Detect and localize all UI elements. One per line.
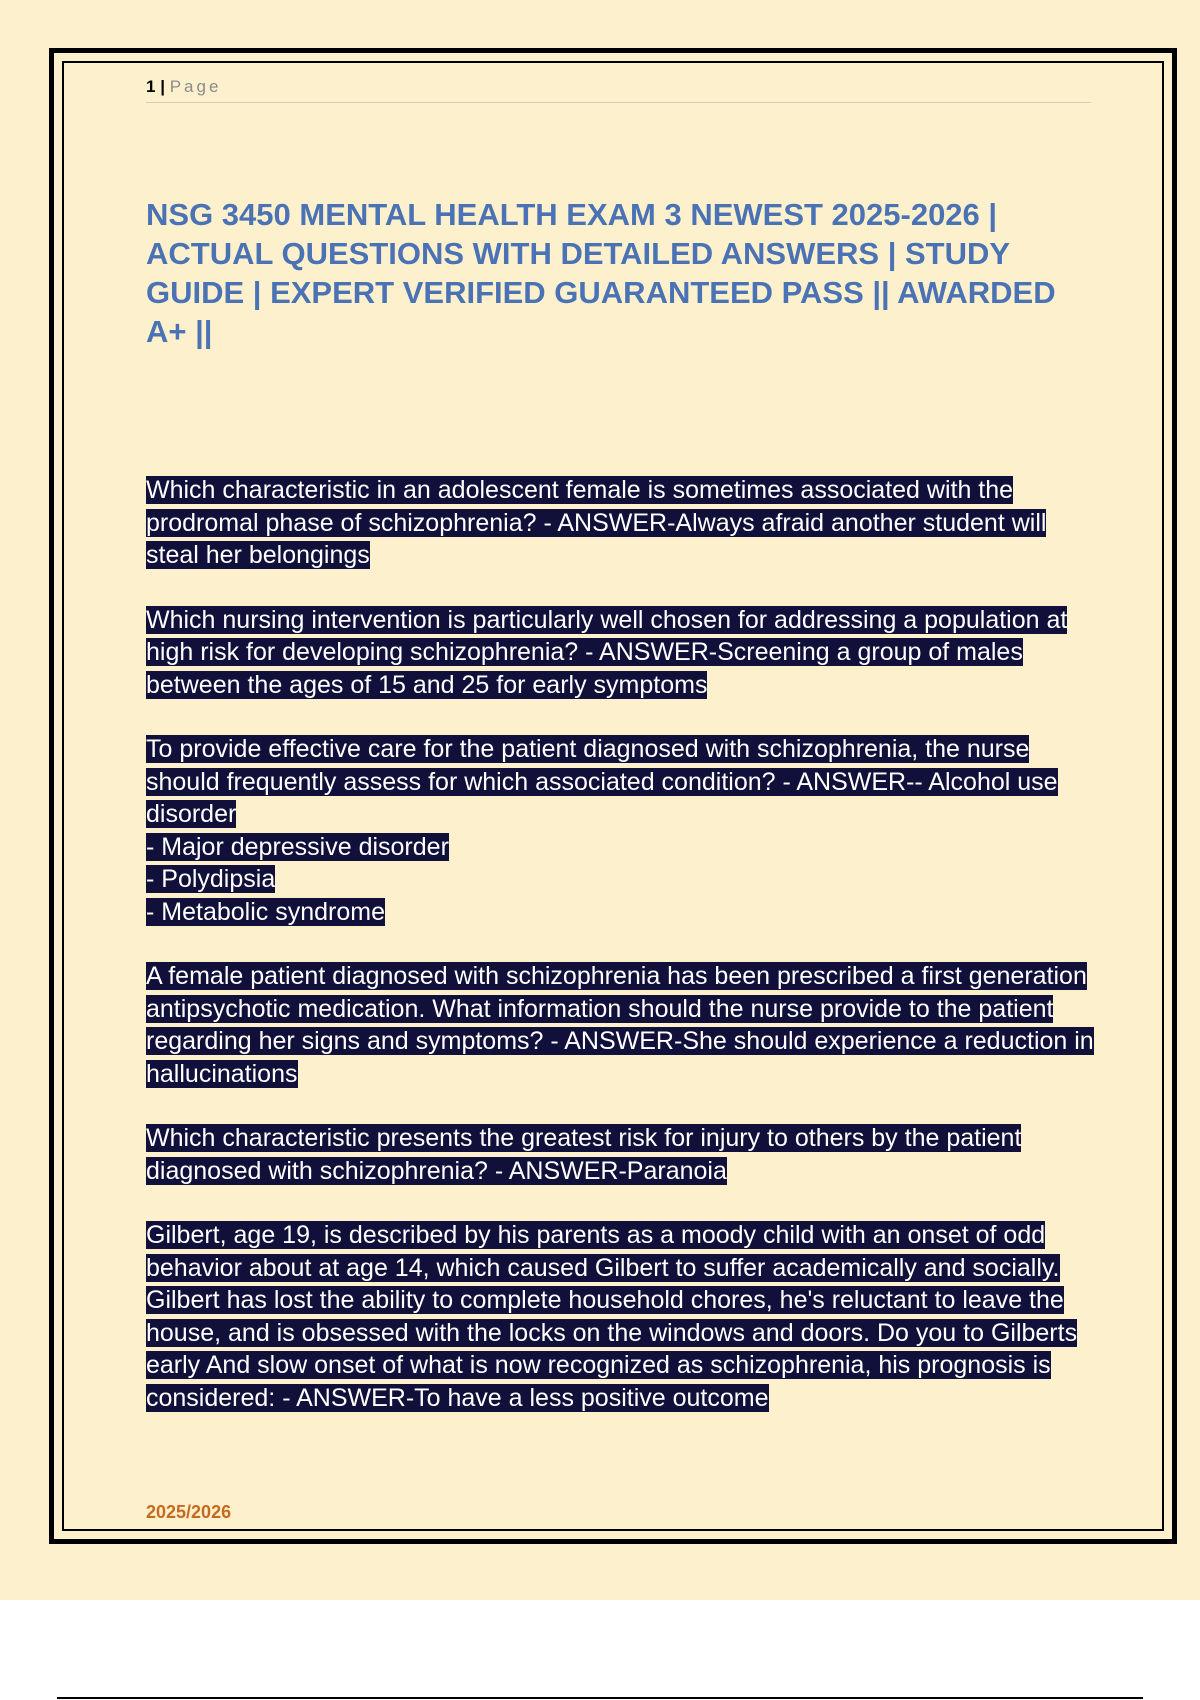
qa-item-5 <box>146 1122 1096 1187</box>
qa-item-4 <box>146 960 1096 1090</box>
document-title: NSG 3450 MENTAL HEALTH EXAM 3 NEWEST 2025-2026 | ACTUAL QUESTIONS WITH DETAILED ANSWERS | STUDY GUIDE | EXPERT VERIFIED GUARANTEED PASS || AWARDED A+ || <box>146 197 1056 349</box>
qa-text: Which characteristic in an adolescent female is sometimes associated with the prodromal phase of schizophrenia? - ANSWER-Always afraid another student will steal her belongings <box>146 476 1047 569</box>
footer-year: 2025/2026 <box>146 1502 232 1522</box>
qa-text: To provide effective care for the patient diagnosed with schizophrenia, the nurse should frequently assess for which associated condition? - ANSWER-- Alcohol use disorder - Major depressive disorder - Polydipsia - Metabolic syndrome <box>146 735 1058 926</box>
qa-text: Which characteristic presents the greatest risk for injury to others by the patient diagnosed with schizophrenia? - ANSWER-Paranoia <box>146 1124 1022 1185</box>
qa-list <box>146 474 1096 1446</box>
page-separator: | <box>160 77 165 96</box>
page-header <box>146 74 1091 103</box>
qa-item-2 <box>146 604 1096 702</box>
qa-item-1 <box>146 474 1096 572</box>
next-page-rule <box>57 1697 1143 1699</box>
page-number: 1 <box>146 77 156 96</box>
qa-text: A female patient diagnosed with schizophrenia has been prescribed a first generation antipsychotic medication. What information should the nurse provide to the patient regarding her signs and symptoms? - ANSWER-She should experience a reduction in hallucinations <box>146 962 1094 1088</box>
page-word: Page <box>169 77 222 96</box>
qa-item-3 <box>146 733 1096 928</box>
qa-item-6 <box>146 1219 1096 1414</box>
qa-text: Gilbert, age 19, is described by his parents as a moody child with an onset of odd behavior about at age 14, which caused Gilbert to suffer academically and socially. Gilbert has lost the ability to complete household chores, he's reluctant to leave the house, and is obsessed with the locks on the windows and doors. Do you to Gilberts early And slow onset of what is now recognized as schizophrenia, his prognosis is considered: - ANSWER-To have a less positive outcome <box>146 1221 1078 1412</box>
qa-text: Which nursing intervention is particularly well chosen for addressing a population at high risk for developing schizophrenia? - ANSWER-Screening a group of males between the ages of 15 and 25 for early symptoms <box>146 605 1068 699</box>
